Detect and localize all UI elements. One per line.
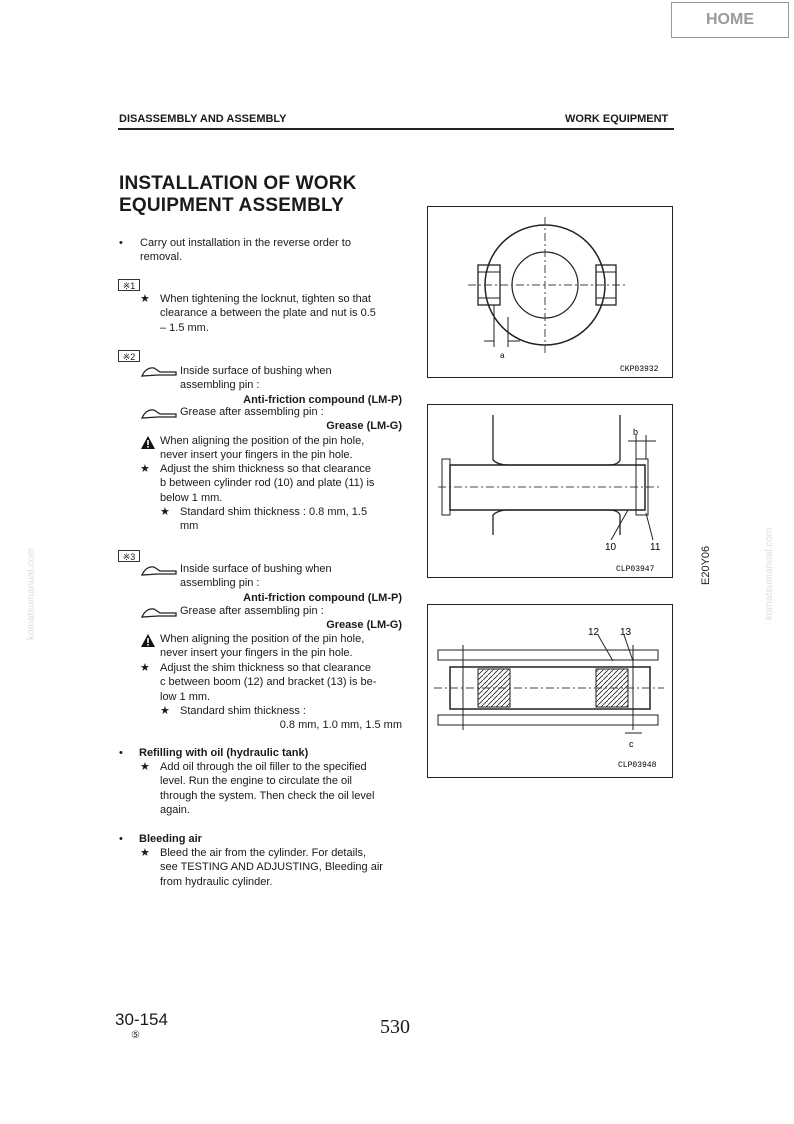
grease-gun-icon xyxy=(140,604,178,620)
step3-shim xyxy=(160,661,402,704)
warning-line: When aligning the position of the pin hole, xyxy=(160,633,365,645)
step2-line: Grease after assembling pin : xyxy=(180,406,324,418)
step1-line: When tightening the locknut, tighten so that xyxy=(160,293,371,305)
nut-clearance-drawing xyxy=(428,207,672,377)
warning-line: When aligning the position of the pin hole, xyxy=(160,435,365,447)
shim-line: Adjust the shim thickness so that clearance xyxy=(160,463,371,475)
figure-cylinder-rod-shim xyxy=(427,404,673,578)
label-11: 11 xyxy=(650,542,661,553)
shim-std-line: Standard shim thickness : xyxy=(180,705,306,717)
bleed-bullet: • xyxy=(119,833,123,845)
shim-line: c between boom (12) and bracket (13) is be- xyxy=(160,676,377,689)
refill-line: Add oil through the oil filler to the specified xyxy=(160,761,367,773)
shim-line: Adjust the shim thickness so that clearance xyxy=(160,662,371,674)
star-icon: ★ xyxy=(160,705,170,717)
bleed-line: see TESTING AND ADJUSTING, Bleeding air xyxy=(160,861,383,874)
step2-text xyxy=(180,364,402,407)
step2-warning xyxy=(160,434,364,463)
step1-line: – 1.5 mm. xyxy=(160,321,209,334)
figure-nut-clearance xyxy=(427,206,673,378)
step3-compound: Anti-friction compound (LM-P) xyxy=(243,591,402,604)
label-c: c xyxy=(629,739,634,749)
label-b: b xyxy=(633,427,639,437)
star-icon: ★ xyxy=(140,761,150,773)
section-header-left: DISASSEMBLY AND ASSEMBLY xyxy=(119,113,287,125)
figure-boom-bracket-shim xyxy=(427,604,673,778)
header-rule xyxy=(118,128,674,130)
refill-line: through the system. Then check the oil level xyxy=(160,789,375,802)
ref-marker-3: ※3 xyxy=(118,550,140,562)
footer-page-number: 530 xyxy=(380,1016,410,1038)
page-title xyxy=(119,173,357,217)
shim-std-line: mm xyxy=(180,520,199,533)
label-12: 12 xyxy=(588,627,600,638)
footer-page-ref: 30-154 xyxy=(115,1010,168,1029)
home-button[interactable]: HOME xyxy=(671,2,789,38)
step2-shim-std xyxy=(180,505,367,534)
refill-line: level. Run the engine to circulate the oil xyxy=(160,775,353,788)
cylinder-rod-drawing xyxy=(428,405,672,577)
star-icon: ★ xyxy=(140,847,150,859)
label-a: a xyxy=(500,351,505,360)
step3-shim-std xyxy=(180,704,402,733)
grease-gun-icon xyxy=(140,562,178,578)
bleed-line: Bleed the air from the cylinder. For details, xyxy=(160,847,367,859)
intro-bullet: • xyxy=(119,237,123,249)
watermark-left: komatsumanual.com xyxy=(26,547,37,640)
shim-line: b between cylinder rod (10) and plate (11) is xyxy=(160,477,375,490)
step2-line: assembling pin : xyxy=(180,379,260,392)
title-line-1: INSTALLATION OF WORK xyxy=(119,173,357,194)
ref-marker-2: ※2 xyxy=(118,350,140,362)
shim-line: below 1 mm. xyxy=(160,491,223,504)
grease-gun-icon xyxy=(140,405,178,421)
step2-grease xyxy=(180,405,402,434)
refill-line: again. xyxy=(160,804,190,817)
step1-text xyxy=(160,292,376,335)
footer-sub: ⑤ xyxy=(131,1030,140,1041)
watermark-right: komatsumanual.com xyxy=(764,527,775,620)
warning-line: never insert your fingers in the pin hole. xyxy=(160,449,353,462)
bleed-line: from hydraulic cylinder. xyxy=(160,875,273,888)
shim-std-line: Standard shim thickness : 0.8 mm, 1.5 xyxy=(180,506,368,518)
star-icon: ★ xyxy=(140,662,150,674)
label-10: 10 xyxy=(605,542,617,553)
step3-grease-type: Grease (LM-G) xyxy=(326,619,402,632)
intro-line: Carry out installation in the reverse order to xyxy=(140,237,351,249)
figure-code: CLP03948 xyxy=(618,761,657,770)
warning-triangle-icon xyxy=(141,436,155,449)
refill-text xyxy=(160,760,374,818)
step3-grease xyxy=(180,604,402,633)
figure-code: CKP03932 xyxy=(620,365,659,374)
step3-text xyxy=(180,562,402,605)
step2-compound: Anti-friction compound (LM-P) xyxy=(243,393,402,406)
step1-line: clearance a between the plate and nut is 0.5 xyxy=(160,307,376,320)
refill-bullet: • xyxy=(119,747,123,759)
warning-line: never insert your fingers in the pin hole. xyxy=(160,647,353,660)
label-13: 13 xyxy=(620,627,632,638)
side-document-code: E20Y06 xyxy=(700,545,712,585)
step3-warning xyxy=(160,632,364,661)
intro-text xyxy=(140,236,351,265)
refill-heading: Refilling with oil (hydraulic tank) xyxy=(139,747,309,759)
grease-gun-icon xyxy=(140,363,178,379)
bleed-heading: Bleeding air xyxy=(139,833,202,845)
bleed-text xyxy=(160,846,383,889)
section-header-right: WORK EQUIPMENT xyxy=(565,113,669,125)
boom-bracket-drawing xyxy=(428,605,672,777)
step3-line: Inside surface of bushing when xyxy=(180,563,332,575)
shim-line: low 1 mm. xyxy=(160,690,211,703)
step2-line: Inside surface of bushing when xyxy=(180,365,332,377)
star-icon: ★ xyxy=(160,506,170,518)
step2-shim xyxy=(160,462,402,505)
title-line-2: EQUIPMENT ASSEMBLY xyxy=(119,195,344,216)
step3-line: Grease after assembling pin : xyxy=(180,605,324,617)
figure-code: CLP03947 xyxy=(616,565,655,574)
star-icon: ★ xyxy=(140,463,150,475)
step2-grease-type: Grease (LM-G) xyxy=(326,420,402,433)
shim-std-line: 0.8 mm, 1.0 mm, 1.5 mm xyxy=(279,719,402,732)
ref-marker-1: ※1 xyxy=(118,279,140,291)
intro-line: removal. xyxy=(140,251,183,264)
step3-line: assembling pin : xyxy=(180,577,260,590)
warning-triangle-icon xyxy=(141,634,155,647)
star-icon: ★ xyxy=(140,293,150,305)
